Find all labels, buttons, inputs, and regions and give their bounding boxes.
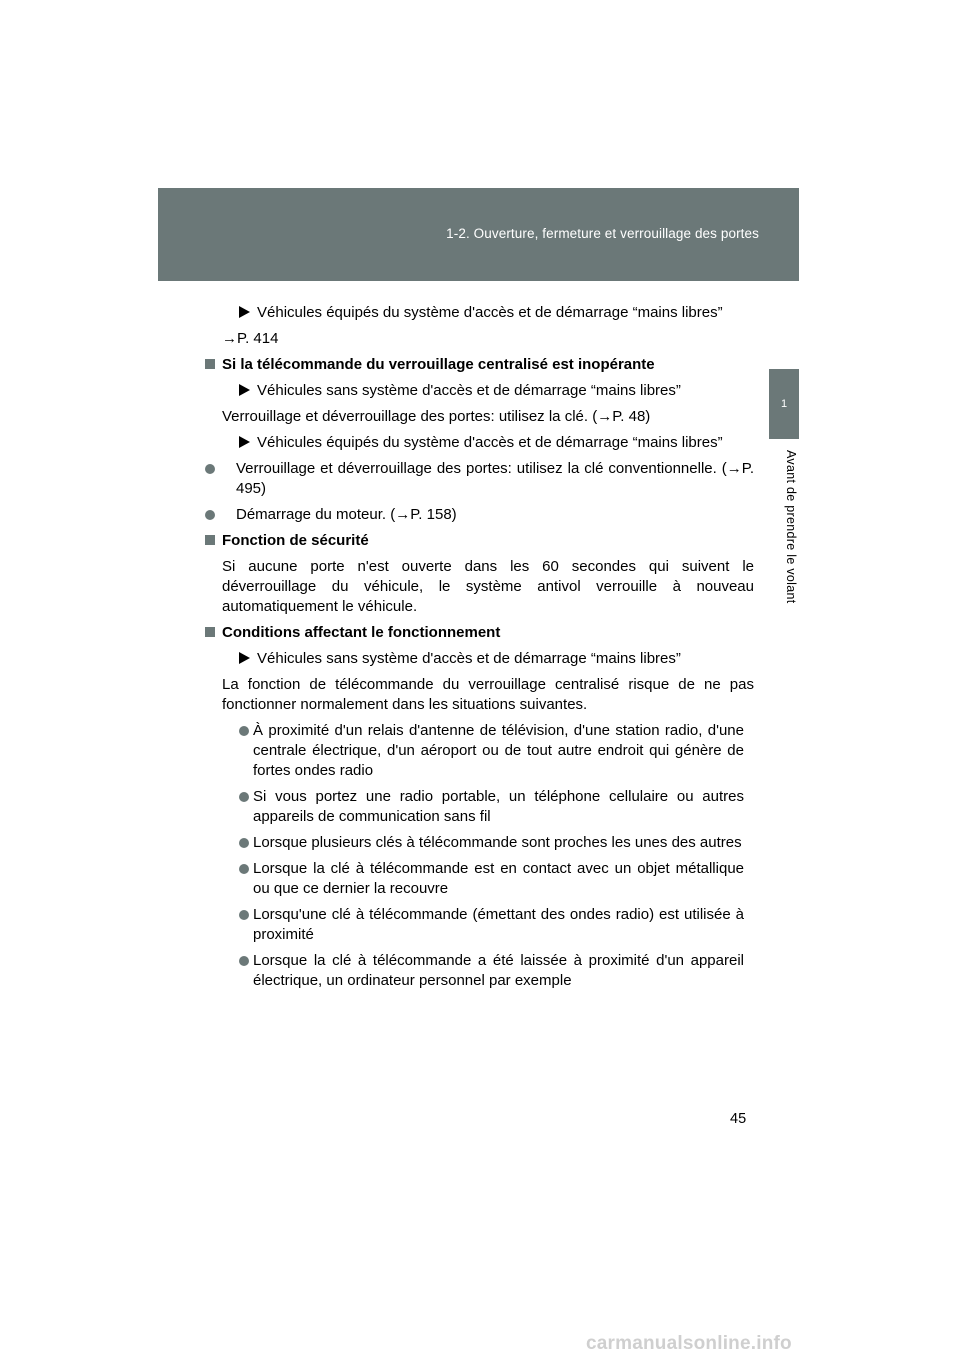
round-bullet-icon xyxy=(205,464,215,474)
triangle-bullet-icon xyxy=(239,436,250,448)
section-heading-text: Conditions affectant le fonctionnement xyxy=(222,624,501,641)
list-item xyxy=(222,833,754,853)
page-reference: →P. 414 xyxy=(222,330,279,347)
vehicle-type-line xyxy=(222,303,754,323)
list-item-text: Lorsqu'une clé à télécommande (émettant des ondes radio) est utilisée à proximité xyxy=(253,906,744,943)
body-paragraph: Verrouillage et déverrouillage des portes: utilisez la clé. (→P. 48) xyxy=(222,408,651,425)
list-item xyxy=(222,721,754,781)
round-bullet-icon xyxy=(239,726,249,736)
square-bullet-icon xyxy=(205,359,215,369)
round-bullet-icon xyxy=(239,910,249,920)
square-bullet-icon xyxy=(205,627,215,637)
list-item xyxy=(205,505,754,525)
chapter-side-tab xyxy=(769,369,799,439)
list-item-text: Lorsque plusieurs clés à télécommande sont proches les unes des autres xyxy=(253,834,742,851)
triangle-bullet-icon xyxy=(239,306,250,318)
list-item-text: Si vous portez une radio portable, un téléphone cellulaire ou autres appareils de communication sans fil xyxy=(253,788,744,825)
list-item-text: Lorsque la clé à télécommande est en contact avec un objet métallique ou que ce dernier la recouvre xyxy=(253,860,744,897)
section-heading-text: Si la télécommande du verrouillage centralisé est inopérante xyxy=(222,356,655,373)
page-content xyxy=(222,303,754,997)
vehicle-type-text: Véhicules équipés du système d'accès et de démarrage “mains libres” xyxy=(257,434,723,451)
list-item xyxy=(205,459,754,499)
round-bullet-icon xyxy=(205,510,215,520)
list-item xyxy=(222,951,754,991)
round-bullet-icon xyxy=(239,956,249,966)
list-item-text: Démarrage du moteur. (→P. 158) xyxy=(236,506,457,523)
list-item-text: Verrouillage et déverrouillage des portes: utilisez la clé conventionnelle. (→P. 495) xyxy=(236,460,754,497)
chapter-side-label: Avant de prendre le volant xyxy=(784,450,798,604)
list-item xyxy=(222,859,754,899)
vehicle-type-line xyxy=(222,381,754,401)
watermark: carmanualsonline.info xyxy=(586,1333,792,1354)
chapter-header-title: 1-2. Ouverture, fermeture et verrouillage des portes xyxy=(446,226,759,241)
triangle-bullet-icon xyxy=(239,652,250,664)
page-number: 45 xyxy=(730,1111,747,1127)
body-paragraph: La fonction de télécommande du verrouillage centralisé risque de ne pas fonctionner normalement dans les situations suivantes. xyxy=(222,676,754,713)
round-bullet-icon xyxy=(239,838,249,848)
round-bullet-icon xyxy=(239,792,249,802)
list-item-text: Lorsque la clé à télécommande a été laissée à proximité d'un appareil électrique, un ordinateur personnel par exemple xyxy=(253,952,744,989)
section-heading-text: Fonction de sécurité xyxy=(222,532,369,549)
vehicle-type-line xyxy=(222,649,754,669)
vehicle-type-text: Véhicules équipés du système d'accès et de démarrage “mains libres” xyxy=(257,304,723,321)
section-heading xyxy=(205,531,754,551)
section-heading xyxy=(205,623,754,643)
vehicle-type-text: Véhicules sans système d'accès et de démarrage “mains libres” xyxy=(257,650,681,667)
vehicle-type-text: Véhicules sans système d'accès et de démarrage “mains libres” xyxy=(257,382,681,399)
chapter-header-band xyxy=(158,188,799,281)
body-paragraph: Si aucune porte n'est ouverte dans les 60 secondes qui suivent le déverrouillage du véhicule, le système antivol verrouille à nouveau automatiquement le véhicule. xyxy=(222,558,754,615)
section-heading xyxy=(205,355,754,375)
chapter-number: 1 xyxy=(780,398,788,410)
list-item xyxy=(222,905,754,945)
list-item xyxy=(222,787,754,827)
list-item-text: À proximité d'un relais d'antenne de télévision, d'une station radio, d'une centrale électrique, d'un aéroport ou de tout autre endroit qui génère de fortes ondes radio xyxy=(253,722,744,779)
square-bullet-icon xyxy=(205,535,215,545)
triangle-bullet-icon xyxy=(239,384,250,396)
round-bullet-icon xyxy=(239,864,249,874)
vehicle-type-line xyxy=(222,433,754,453)
